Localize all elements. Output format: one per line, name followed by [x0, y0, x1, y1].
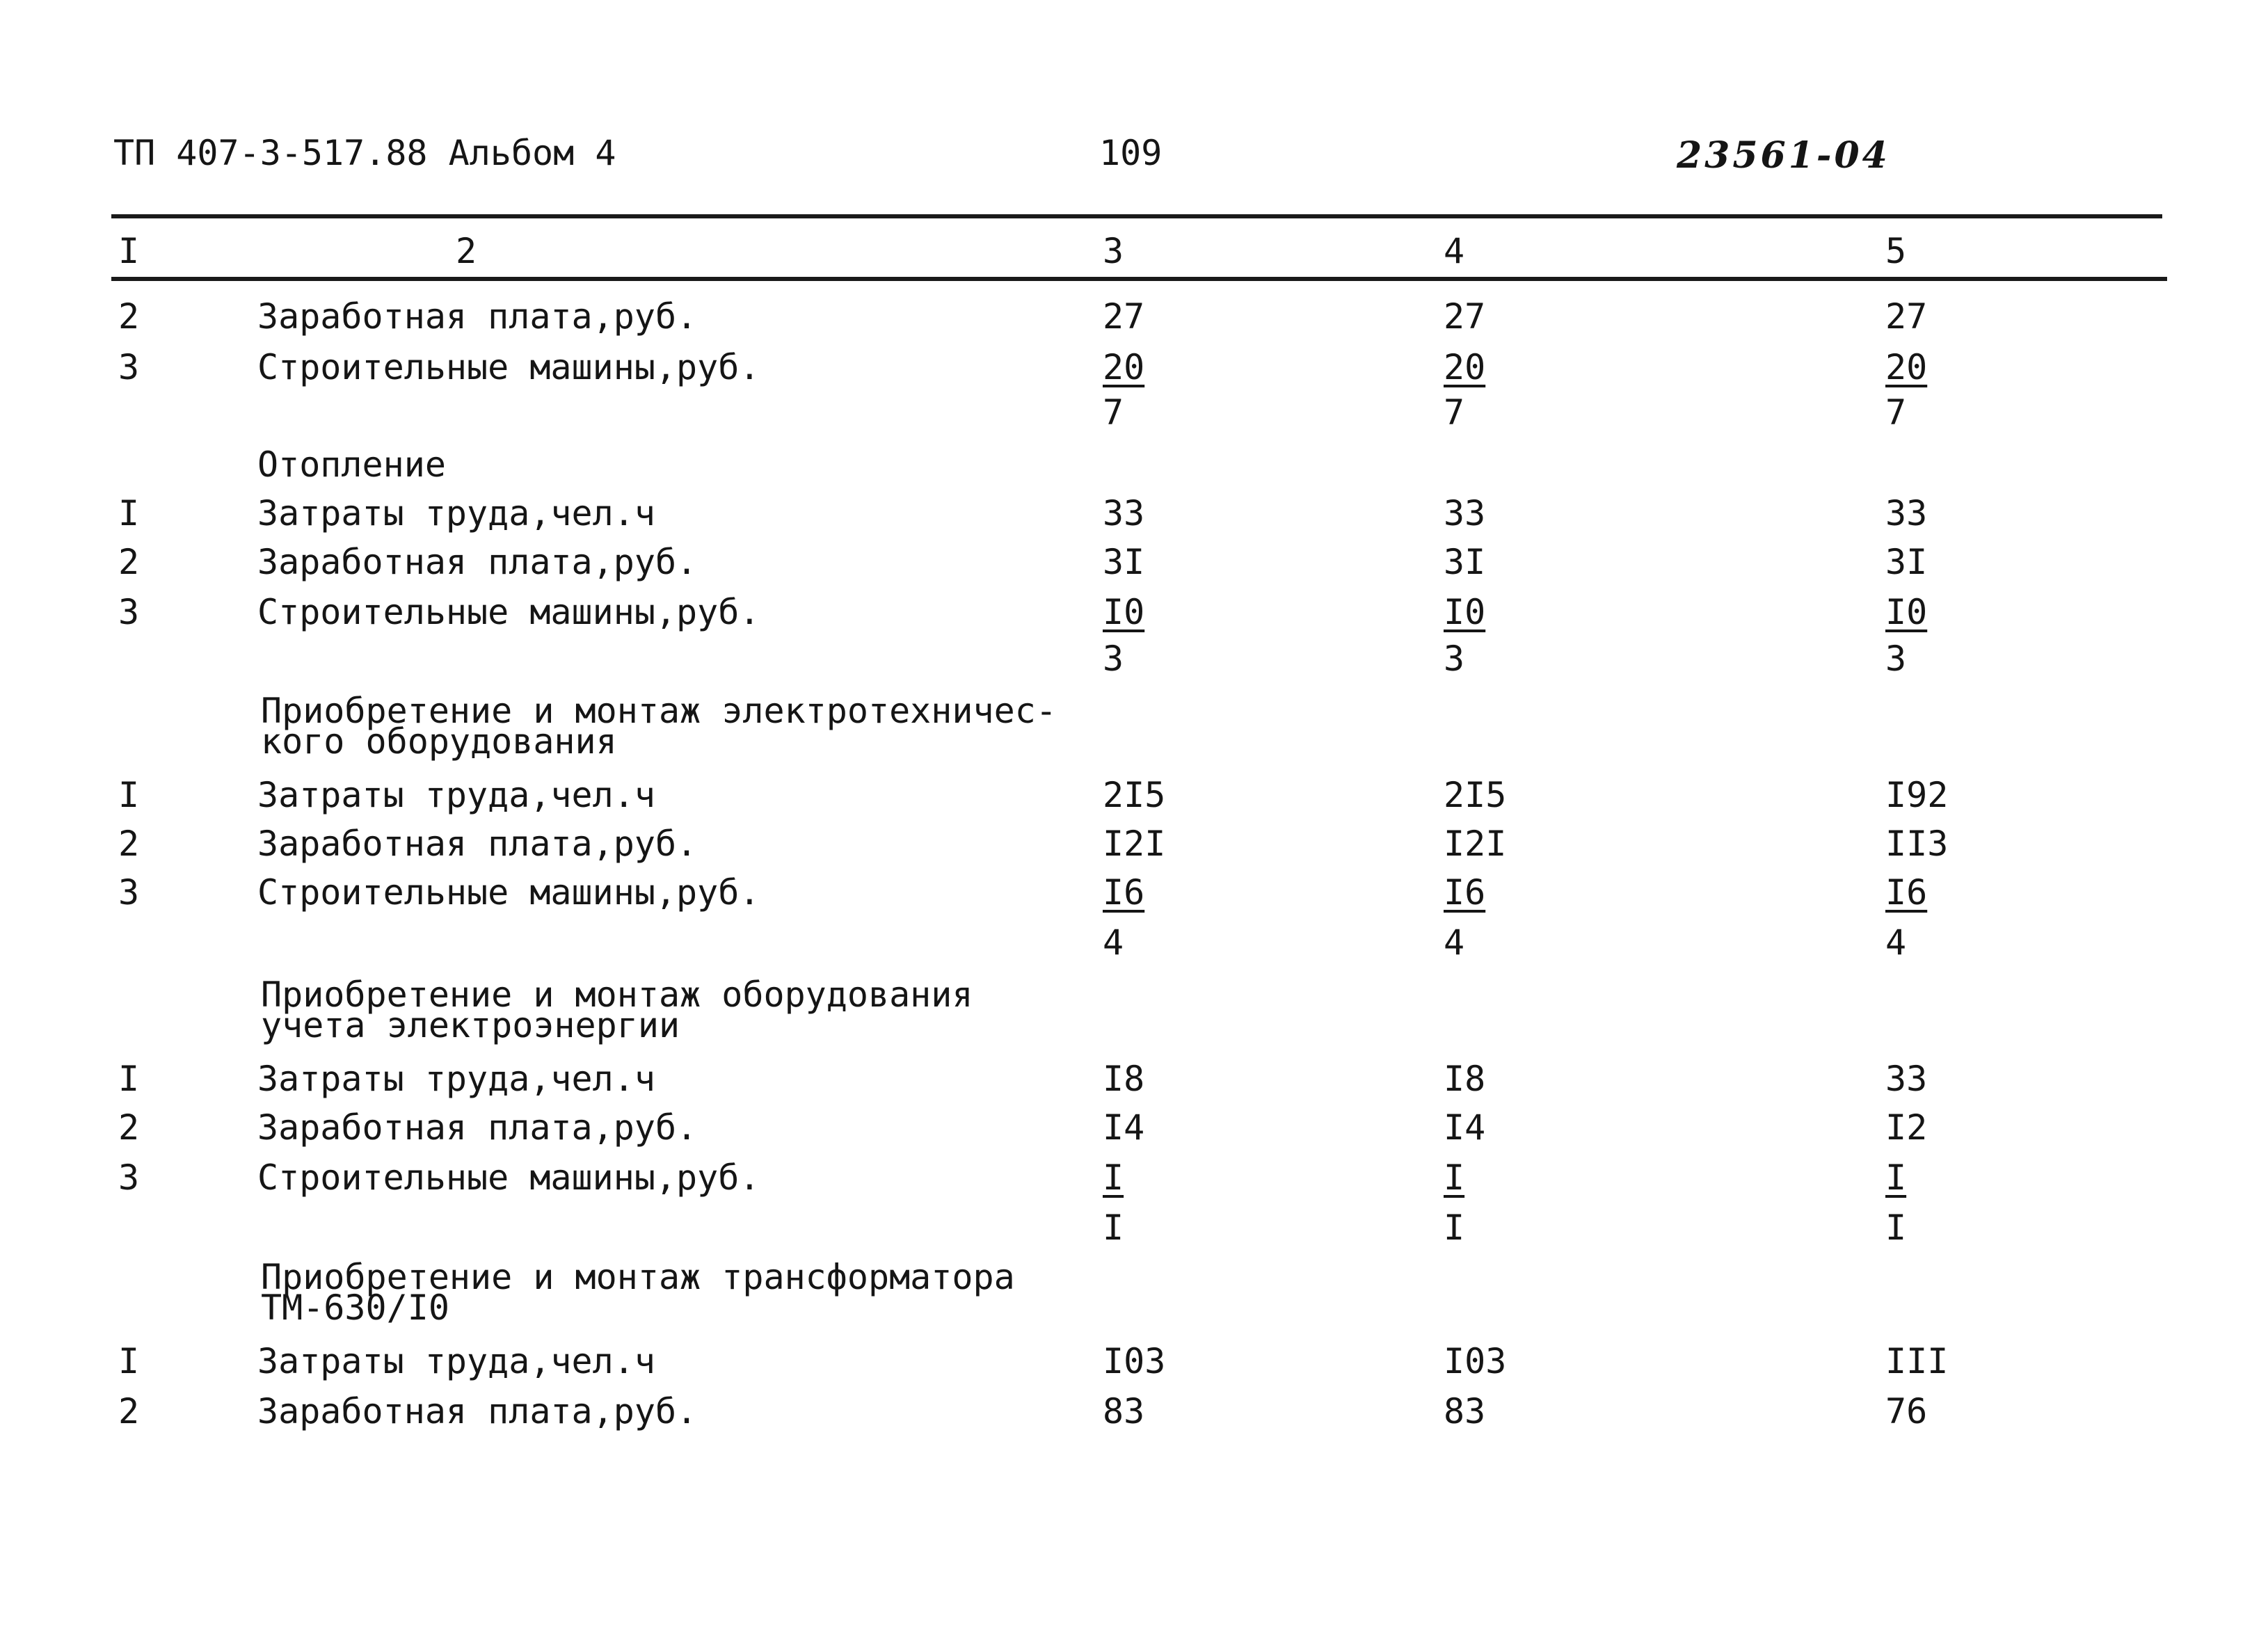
value-col3: 27	[1103, 296, 1145, 337]
value-col4: I4	[1444, 1107, 1486, 1148]
value-col3: 4	[1103, 922, 1124, 963]
table-row	[0, 826, 2268, 868]
table-row	[0, 1157, 2268, 1202]
value-col5: I92	[1885, 775, 1949, 815]
page-number: 109	[1099, 133, 1163, 173]
value-col5: 3I	[1885, 542, 1928, 582]
row-number: 3	[118, 592, 140, 632]
table-row	[0, 922, 2268, 967]
value-col3: I	[1103, 1208, 1124, 1248]
value-col5: 33	[1885, 1059, 1928, 1099]
value-col3: 7	[1103, 392, 1124, 433]
document-reference: ТП 407-3-517.88 Альбом 4	[113, 133, 616, 173]
value-col3: 2I5	[1103, 775, 1166, 815]
value-col3: 20	[1103, 347, 1145, 387]
row-number: 2	[118, 296, 140, 337]
section-heading: Приобретение и монтаж оборудования учета электроэнергии	[261, 975, 973, 1045]
row-number: 2	[118, 824, 140, 864]
value-col4: I0	[1444, 592, 1486, 632]
column-header-row	[0, 231, 2268, 275]
table-row	[0, 1061, 2268, 1103]
column-header-2: 2	[456, 231, 477, 271]
value-col4: 3	[1444, 639, 1465, 679]
value-col5: III	[1885, 1341, 1949, 1381]
row-number: 3	[118, 347, 140, 387]
table-row	[0, 542, 2268, 586]
column-header-5: 5	[1885, 231, 1907, 271]
row-label: Строительные машины,руб.	[257, 347, 760, 387]
row-label: Строительные машины,руб.	[257, 872, 760, 913]
value-col4: 83	[1444, 1391, 1486, 1432]
value-col4: 2I5	[1444, 775, 1507, 815]
value-col5: I0	[1885, 592, 1928, 632]
table-header-rule	[111, 277, 2167, 281]
table-row	[0, 592, 2268, 636]
value-col4: 7	[1444, 392, 1465, 433]
section-heading: Приобретение и монтаж трансформатора ТМ-630/I0	[261, 1257, 1015, 1328]
value-col3: I6	[1103, 872, 1145, 913]
column-header-3: 3	[1103, 231, 1124, 271]
value-col3: 3	[1103, 639, 1124, 679]
row-number: 2	[118, 1391, 140, 1432]
row-label: Затраты труда,чел.ч	[257, 1341, 655, 1381]
value-col5: I6	[1885, 872, 1928, 913]
value-col4: I2I	[1444, 824, 1507, 864]
value-col3: 3I	[1103, 542, 1145, 582]
table-row	[0, 1341, 2268, 1386]
value-col5: 20	[1885, 347, 1928, 387]
value-col3: I4	[1103, 1107, 1145, 1148]
value-col3: I03	[1103, 1341, 1166, 1381]
section-heading: Отопление	[257, 444, 446, 485]
value-col5: 76	[1885, 1391, 1928, 1432]
row-label: Затраты труда,чел.ч	[257, 775, 655, 815]
table-row	[0, 775, 2268, 819]
section-heading: Приобретение и монтаж электротехничес- кого оборудования	[261, 691, 1057, 762]
row-label: Заработная плата,руб.	[257, 824, 698, 864]
value-col5: I	[1885, 1208, 1907, 1248]
row-label: Строительные машины,руб.	[257, 592, 760, 632]
row-label: Затраты труда,чел.ч	[257, 1059, 655, 1099]
value-col5: I	[1885, 1157, 1907, 1198]
value-col4: I	[1444, 1208, 1465, 1248]
value-col5: I2	[1885, 1107, 1928, 1148]
row-number: 2	[118, 542, 140, 582]
row-number: 2	[118, 1107, 140, 1148]
table-row	[0, 872, 2268, 917]
value-col5: 33	[1885, 493, 1928, 534]
value-col4: I	[1444, 1157, 1465, 1198]
table-row	[0, 296, 2268, 341]
row-number: I	[118, 1341, 140, 1381]
value-col4: 4	[1444, 922, 1465, 963]
value-col4: 3I	[1444, 542, 1486, 582]
column-header-1: I	[118, 231, 140, 271]
handwritten-code: 23561-04	[1677, 134, 1890, 177]
row-number: I	[118, 1059, 140, 1099]
value-col4: I8	[1444, 1059, 1486, 1099]
row-label: Строительные машины,руб.	[257, 1157, 760, 1198]
value-col5: 3	[1885, 639, 1907, 679]
value-col5: 27	[1885, 296, 1928, 337]
table-row	[0, 493, 2268, 538]
value-col5: 7	[1885, 392, 1907, 433]
value-col3: I	[1103, 1157, 1124, 1198]
row-number: 3	[118, 872, 140, 913]
value-col3: I2I	[1103, 824, 1166, 864]
row-number: I	[118, 493, 140, 534]
table-row	[0, 1107, 2268, 1152]
row-label: Заработная плата,руб.	[257, 296, 698, 337]
value-col3: I0	[1103, 592, 1145, 632]
row-label: Заработная плата,руб.	[257, 1107, 698, 1148]
row-label: Заработная плата,руб.	[257, 542, 698, 582]
table-row	[0, 1210, 2268, 1252]
value-col4: 33	[1444, 493, 1486, 534]
value-col3: I8	[1103, 1059, 1145, 1099]
section-heading-row	[0, 444, 2268, 489]
column-header-4: 4	[1444, 231, 1465, 271]
row-label: Заработная плата,руб.	[257, 1391, 698, 1432]
table-row	[0, 347, 2268, 392]
table-row	[0, 392, 2268, 437]
value-col5: II3	[1885, 824, 1949, 864]
row-number: 3	[118, 1157, 140, 1198]
value-col4: I6	[1444, 872, 1486, 913]
row-number: I	[118, 775, 140, 815]
value-col3: 83	[1103, 1391, 1145, 1432]
table-row	[0, 1391, 2268, 1436]
value-col4: 20	[1444, 347, 1486, 387]
table-top-rule	[111, 214, 2162, 218]
value-col4: I03	[1444, 1341, 1507, 1381]
table-row	[0, 641, 2268, 683]
row-label: Затраты труда,чел.ч	[257, 493, 655, 534]
value-col5: 4	[1885, 922, 1907, 963]
value-col4: 27	[1444, 296, 1486, 337]
value-col3: 33	[1103, 493, 1145, 534]
